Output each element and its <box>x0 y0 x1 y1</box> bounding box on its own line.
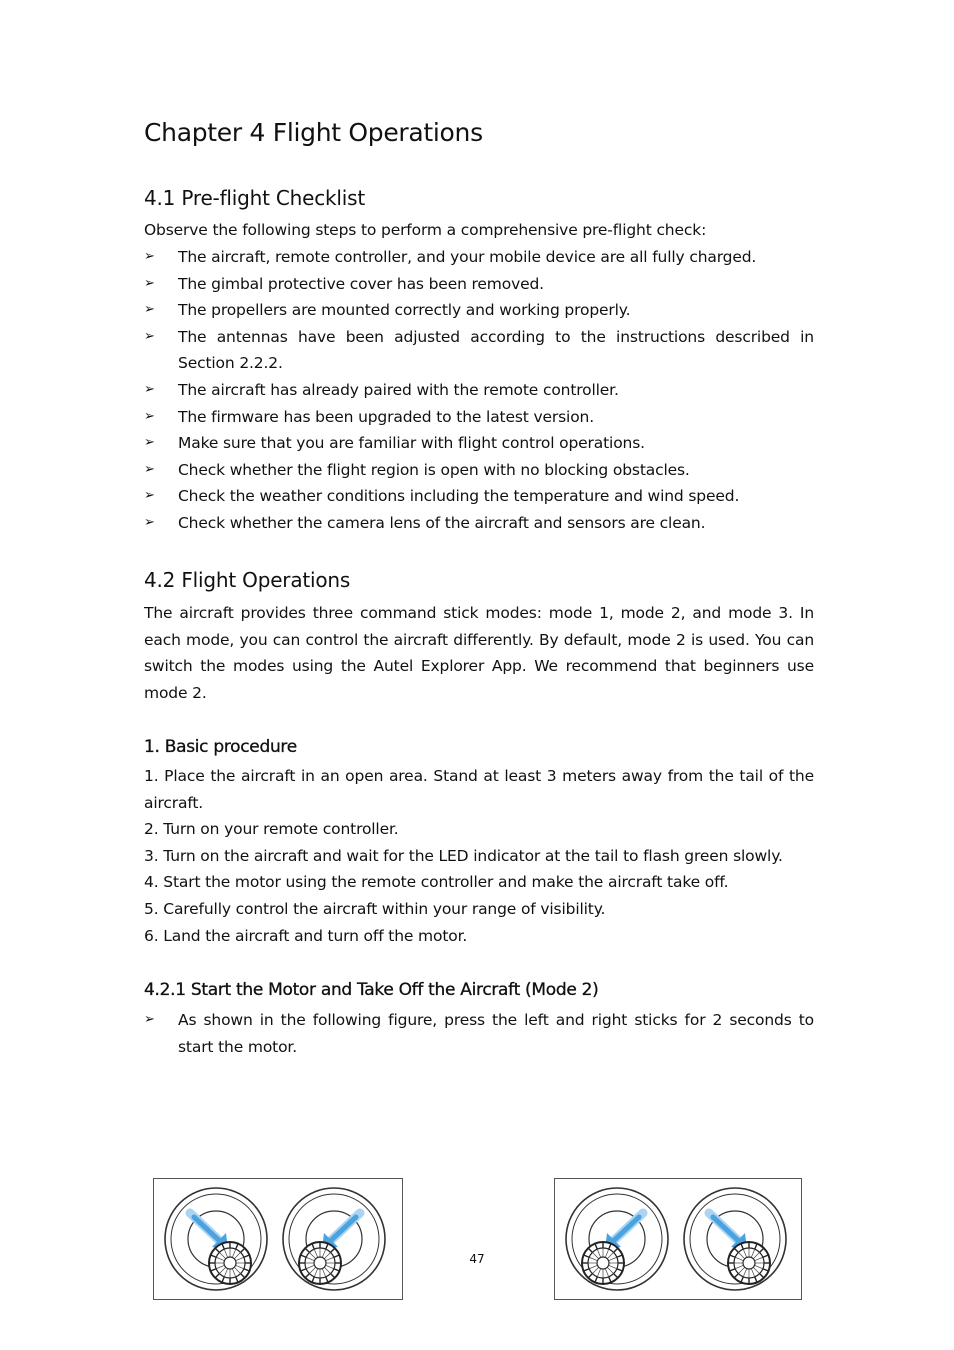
stick-figure-left <box>153 1178 403 1300</box>
stick-figure-right <box>554 1178 802 1300</box>
control-stick <box>165 1188 267 1290</box>
basic-procedure-heading: 1. Basic procedure <box>144 737 297 757</box>
stick-diagram <box>154 1179 402 1299</box>
list-item: ➢ The propellers are mounted correctly and working properly. <box>144 297 814 324</box>
flight-operations-paragraph: The aircraft provides three command stick modes: mode 1, mode 2, and mode 3. In each mode, you can control the aircraft differently. By default, mode 2 is used. You can switch the modes using the Autel Explorer App. We recommend that beginners use mode 2. <box>144 604 814 702</box>
list-item: ➢ The aircraft has already paired with the remote controller. <box>144 377 814 404</box>
list-item: ➢ Make sure that you are familiar with flight control operations. <box>144 430 814 457</box>
arrow-bullet-icon: ➢ <box>144 381 155 397</box>
list-item: ➢ Check whether the camera lens of the aircraft and sensors are clean. <box>144 510 814 537</box>
stick-diagram <box>555 1179 801 1299</box>
arrow-bullet-icon: ➢ <box>144 275 155 291</box>
list-item: 1. Place the aircraft in an open area. Stand at least 3 meters away from the tail of the aircraft. <box>144 767 814 812</box>
motor-start-list <box>144 1007 814 1060</box>
chapter-title: Chapter 4 Flight Operations <box>144 118 483 147</box>
control-stick <box>684 1188 786 1290</box>
arrow-bullet-icon: ➢ <box>144 249 155 264</box>
control-stick <box>566 1188 668 1290</box>
list-item: 5. Carefully control the aircraft within your range of visibility. <box>144 899 606 918</box>
checklist-intro: Observe the following steps to perform a comprehensive pre-flight check: <box>144 221 707 239</box>
arrow-bullet-icon: ➢ <box>144 514 155 530</box>
list-item: ➢ The aircraft, remote controller, and your mobile device are all fully charged. <box>144 244 814 271</box>
list-item: ➢ Check whether the flight region is open with no blocking obstacles. <box>144 457 814 484</box>
list-item: ➢ The gimbal protective cover has been removed. <box>144 271 814 298</box>
arrow-bullet-icon: ➢ <box>144 302 155 318</box>
arrow-bullet-icon: ➢ <box>144 461 155 477</box>
list-item: 3. Turn on the aircraft and wait for the LED indicator at the tail to flash green slowly. <box>144 846 783 865</box>
list-item: 2. Turn on your remote controller. <box>144 820 399 839</box>
basic-procedure-steps <box>144 763 814 949</box>
section-heading-4-1: 4.1 Pre-flight Checklist <box>144 186 366 210</box>
page-number: 47 <box>469 1252 485 1266</box>
arrow-bullet-icon: ➢ <box>144 435 155 451</box>
list-item: 6. Land the aircraft and turn off the motor. <box>144 926 468 945</box>
section-heading-4-2: 4.2 Flight Operations <box>144 568 351 592</box>
arrow-bullet-icon: ➢ <box>144 488 155 504</box>
checklist <box>144 244 814 537</box>
arrow-bullet-icon: ➢ <box>144 1012 155 1027</box>
list-item: ➢ Check the weather conditions including the temperature and wind speed. <box>144 483 814 510</box>
control-stick <box>283 1188 385 1290</box>
arrow-bullet-icon: ➢ <box>144 408 155 424</box>
list-item: ➢ The firmware has been upgraded to the latest version. <box>144 404 814 431</box>
arrow-bullet-icon: ➢ <box>144 328 155 344</box>
list-item: 4. Start the motor using the remote controller and make the aircraft take off. <box>144 873 729 892</box>
section-heading-4-2-1: 4.2.1 Start the Motor and Take Off the Aircraft (Mode 2) <box>144 980 599 1000</box>
list-item: ➢ The antennas have been adjusted according to the instructions described in Section 2.2.2. <box>144 324 814 377</box>
list-item: ➢ As shown in the following figure, press the left and right sticks for 2 seconds to start the motor. <box>144 1007 814 1060</box>
